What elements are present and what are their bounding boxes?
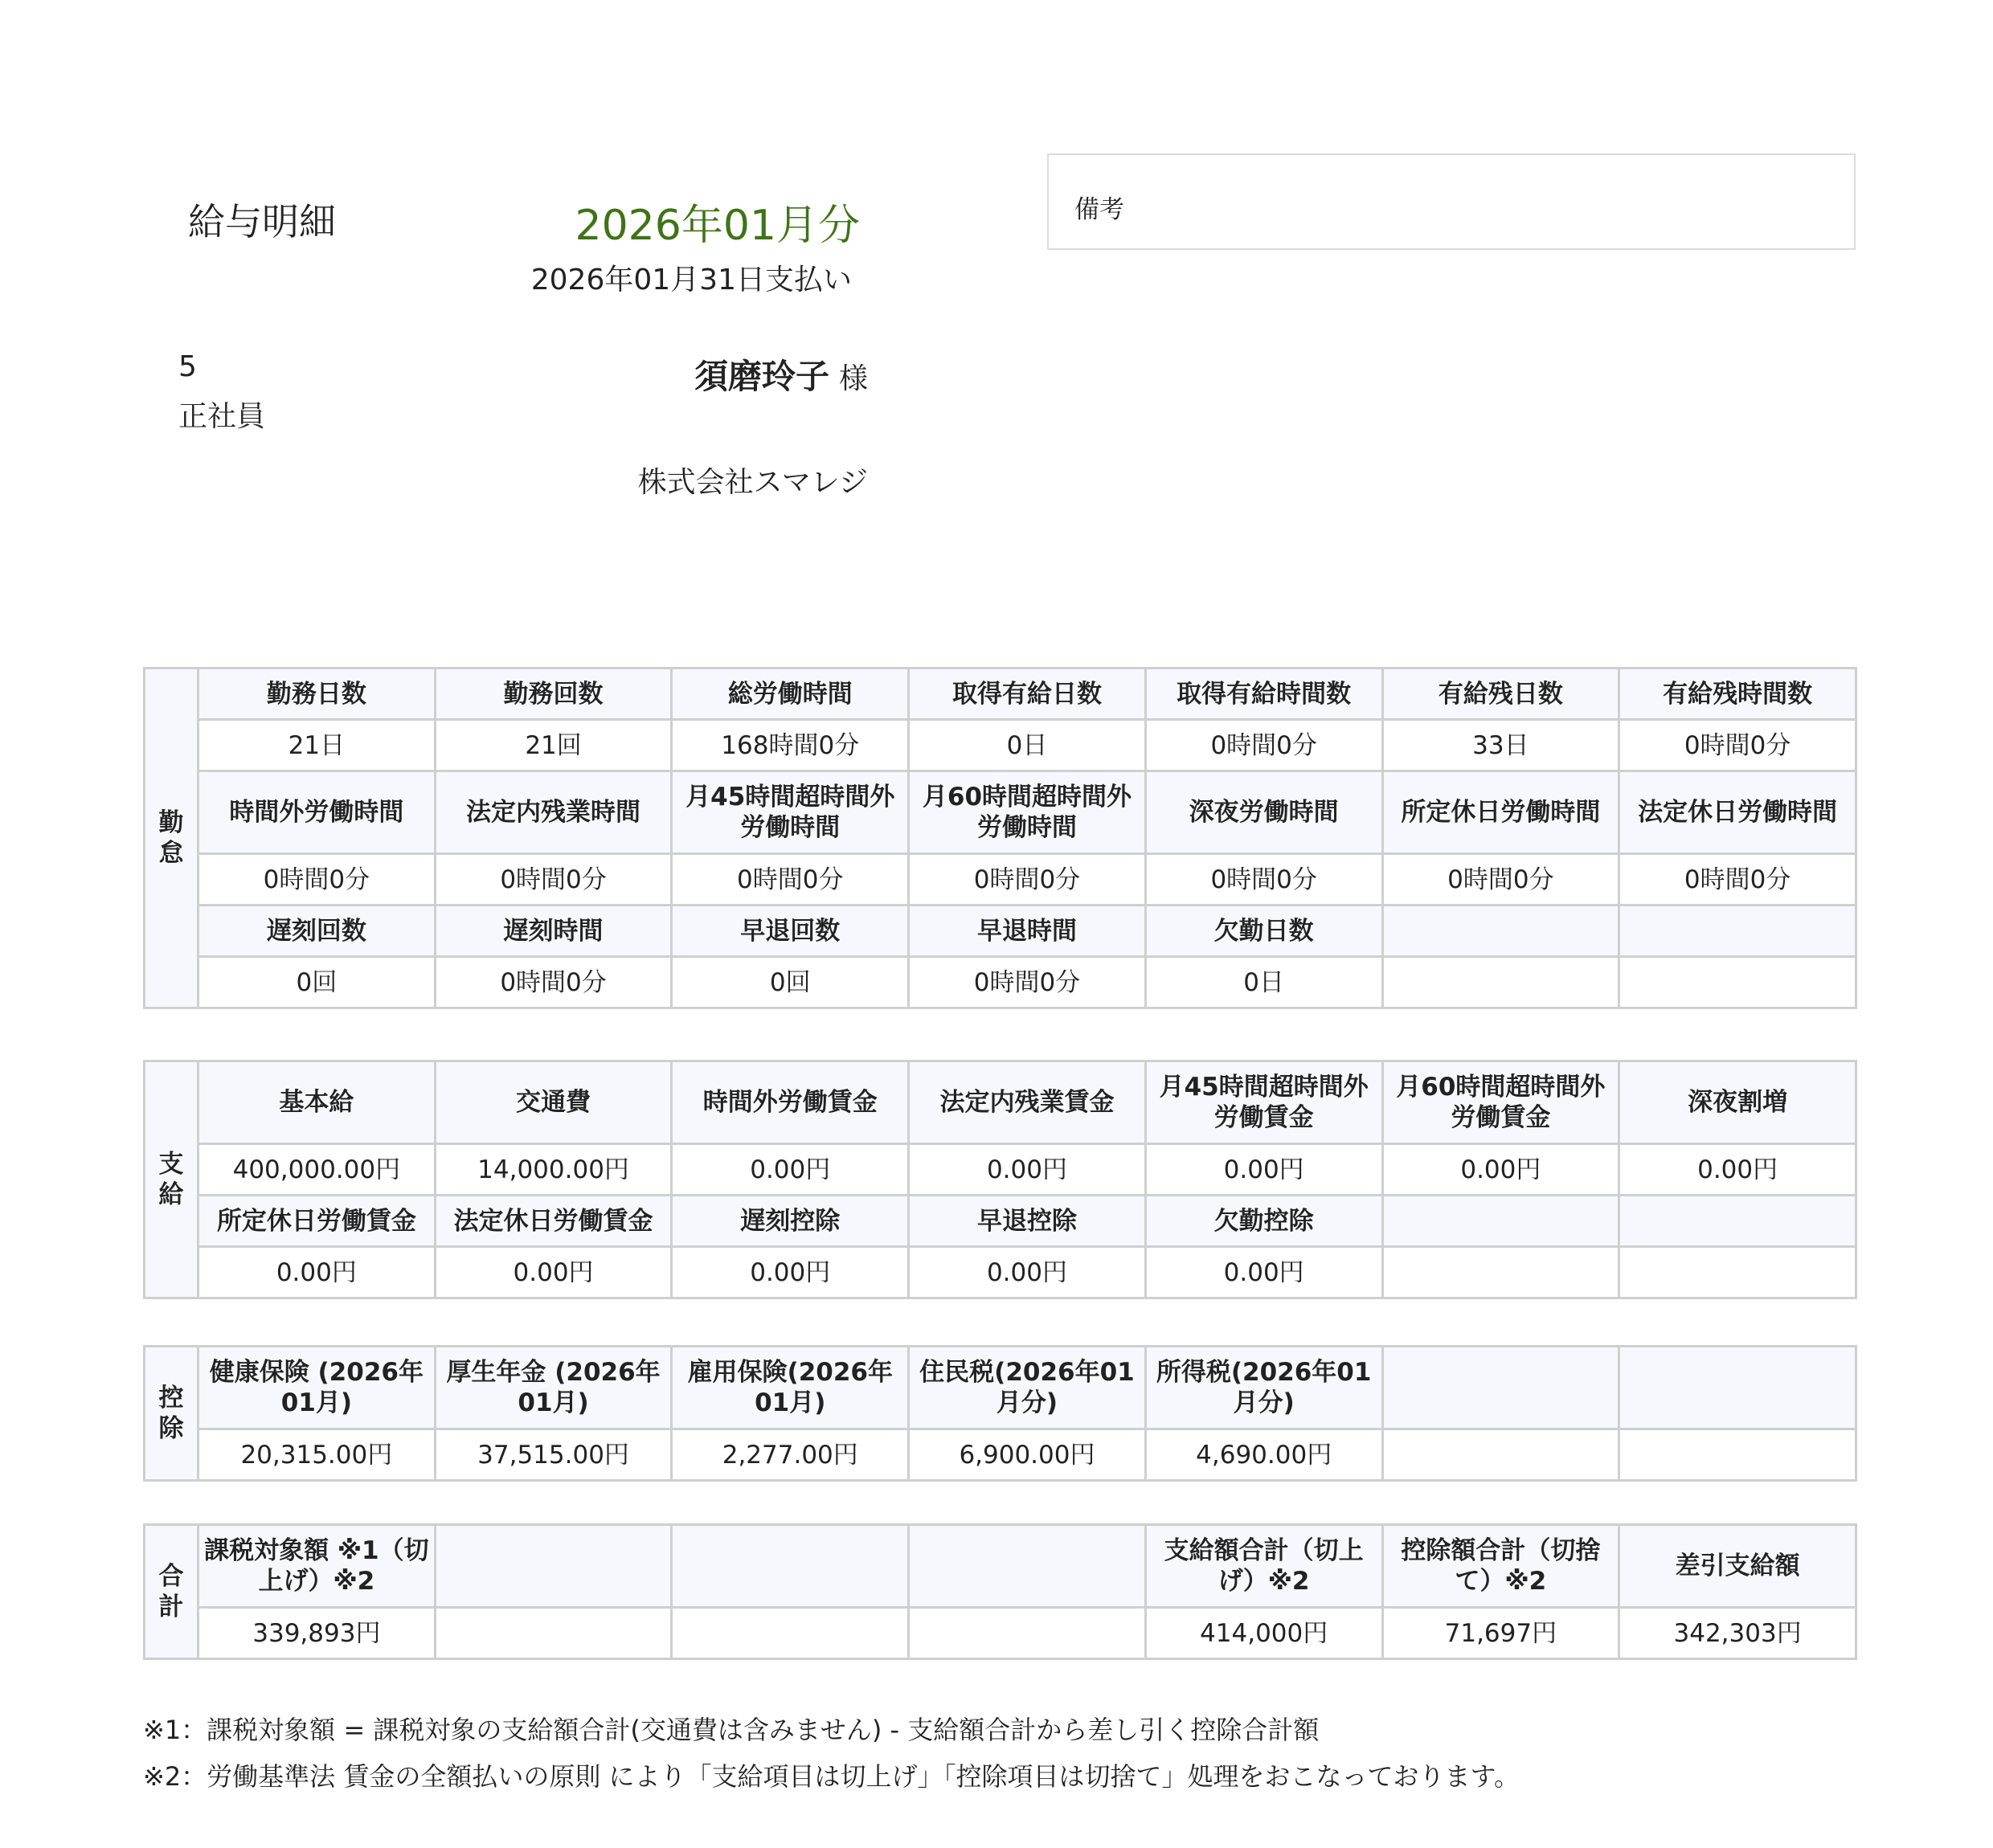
table-header-cell: 所定休日労働時間 — [1382, 771, 1619, 854]
table-header-cell: 控除額合計（切捨て）※2 — [1382, 1525, 1619, 1608]
table-cell: 0日 — [1145, 957, 1382, 1008]
table-header-cell: 遅刻控除 — [672, 1196, 909, 1247]
table-cell — [1619, 1247, 1856, 1298]
table-header-cell: 有給残日数 — [1382, 668, 1619, 720]
table-cell: 0回 — [672, 957, 909, 1008]
table-header-cell: 取得有給日数 — [909, 668, 1146, 720]
table-header-cell: 早退時間 — [909, 906, 1146, 957]
table-cell: 0時間0分 — [1145, 854, 1382, 906]
table-header-cell: 月45時間超時間外労働時間 — [672, 771, 909, 854]
table-header-cell: 支給額合計（切上げ）※2 — [1145, 1525, 1382, 1608]
table-cell: 0時間0分 — [672, 854, 909, 906]
table-header-cell: 欠勤日数 — [1145, 906, 1382, 957]
table-header-cell: 法定内残業時間 — [435, 771, 672, 854]
table-cell: 6,900.00円 — [909, 1429, 1146, 1481]
table-header-cell: 早退回数 — [672, 906, 909, 957]
employee-name: 須磨玲子 — [694, 357, 829, 396]
table-header-cell: 欠勤控除 — [1145, 1196, 1382, 1247]
table-cell: 0.00円 — [1619, 1144, 1856, 1196]
table-cell: 0.00円 — [198, 1247, 436, 1298]
table-cell — [1619, 957, 1856, 1008]
table-header-cell: 交通費 — [435, 1061, 672, 1144]
table-header-cell — [1382, 1196, 1619, 1247]
table-header-cell: 法定休日労働時間 — [1619, 771, 1856, 854]
table-header-cell — [1382, 906, 1619, 957]
table-cell: 0時間0分 — [1619, 854, 1856, 906]
totals-table — [143, 1523, 1857, 1660]
table-row — [145, 1525, 1856, 1608]
table-header-cell: 法定休日労働賃金 — [435, 1196, 672, 1247]
employment-type: 正社員 — [178, 400, 266, 433]
table-row — [145, 957, 1856, 1008]
table-cell: 14,000.00円 — [435, 1144, 672, 1196]
table-cell: 71,697円 — [1382, 1608, 1619, 1659]
table-header-cell: 月60時間超時間外労働時間 — [909, 771, 1146, 854]
table-header-cell: 取得有給時間数 — [1145, 668, 1382, 720]
table-cell: 400,000.00円 — [198, 1144, 436, 1196]
section-label-payments: 支 給 — [145, 1061, 198, 1298]
table-header-cell: 厚生年金 (2026年01月) — [435, 1347, 672, 1429]
table-row — [145, 1347, 1856, 1429]
honorific: 様 — [838, 362, 868, 395]
remarks-label: 備考 — [1074, 195, 1124, 224]
table-row — [145, 906, 1856, 957]
table-header-cell: 遅刻時間 — [435, 906, 672, 957]
table-cell: 339,893円 — [198, 1608, 436, 1659]
table-cell: 0.00円 — [1145, 1144, 1382, 1196]
table-cell: 0時間0分 — [198, 854, 436, 906]
table-header-cell — [909, 1525, 1146, 1608]
table-row — [145, 668, 1856, 720]
pay-period: 2026年01月分 — [575, 202, 860, 250]
table-row — [145, 1429, 1856, 1481]
table-cell: 2,277.00円 — [672, 1429, 909, 1481]
table-header-cell — [435, 1525, 672, 1608]
table-header-cell: 時間外労働時間 — [198, 771, 436, 854]
deductions-table — [143, 1345, 1857, 1482]
table-cell: 0時間0分 — [909, 854, 1146, 906]
table-row — [145, 1061, 1856, 1144]
footnote-1: ※1：課税対象額 = 課税対象の支給額合計(交通費は含みません) - 支給額合計から差し引く控除合計額 — [143, 1715, 1320, 1745]
table-header-cell: 雇用保険(2026年01月) — [672, 1347, 909, 1429]
table-cell: 342,303円 — [1619, 1608, 1856, 1659]
table-cell — [1382, 1247, 1619, 1298]
table-header-cell: 健康保険 (2026年01月) — [198, 1347, 436, 1429]
table-header-cell: 月60時間超時間外労働賃金 — [1382, 1061, 1619, 1144]
pay-date: 2026年01月31日支払い — [530, 264, 852, 296]
table-header-cell: 所定休日労働賃金 — [198, 1196, 436, 1247]
table-header-cell — [1619, 1347, 1856, 1429]
table-cell: 0.00円 — [1145, 1247, 1382, 1298]
table-cell — [435, 1608, 672, 1659]
table-header-cell: 差引支給額 — [1619, 1525, 1856, 1608]
table-header-cell: 総労働時間 — [672, 668, 909, 720]
table-cell: 21日 — [198, 720, 436, 771]
remarks-box — [1047, 153, 1856, 250]
table-cell: 0時間0分 — [1145, 720, 1382, 771]
table-cell: 20,315.00円 — [198, 1429, 436, 1481]
table-header-cell: 課税対象額 ※1（切上げ）※2 — [198, 1525, 436, 1608]
table-header-cell — [672, 1525, 909, 1608]
attendance-table — [143, 667, 1857, 1009]
table-cell: 0.00円 — [672, 1144, 909, 1196]
table-cell: 0.00円 — [1382, 1144, 1619, 1196]
page-title: 給与明細 — [188, 200, 336, 243]
table-cell: 0回 — [198, 957, 436, 1008]
table-header-cell: 深夜労働時間 — [1145, 771, 1382, 854]
table-header-cell: 法定内残業賃金 — [909, 1061, 1146, 1144]
table-header-cell: 勤務日数 — [198, 668, 436, 720]
table-cell: 0時間0分 — [1382, 854, 1619, 906]
table-cell: 414,000円 — [1145, 1608, 1382, 1659]
company-name: 株式会社スマレジ — [637, 466, 868, 499]
table-header-cell — [1382, 1347, 1619, 1429]
table-header-cell: 住民税(2026年01月分) — [909, 1347, 1146, 1429]
table-cell: 0.00円 — [909, 1247, 1146, 1298]
section-label-totals: 合 計 — [145, 1525, 198, 1659]
table-cell — [909, 1608, 1146, 1659]
table-cell: 4,690.00円 — [1145, 1429, 1382, 1481]
table-row — [145, 1196, 1856, 1247]
table-header-cell: 所得税(2026年01月分) — [1145, 1347, 1382, 1429]
table-cell: 21回 — [435, 720, 672, 771]
payments-table — [143, 1060, 1857, 1299]
table-header-cell: 月45時間超時間外労働賃金 — [1145, 1061, 1382, 1144]
table-cell: 0日 — [909, 720, 1146, 771]
table-row — [145, 1608, 1856, 1659]
table-row — [145, 1247, 1856, 1298]
section-label-deductions: 控 除 — [145, 1347, 198, 1481]
table-row — [145, 1144, 1856, 1196]
table-cell — [1619, 1429, 1856, 1481]
table-cell — [672, 1608, 909, 1659]
table-cell: 0.00円 — [672, 1247, 909, 1298]
table-header-cell: 遅刻回数 — [198, 906, 436, 957]
section-label-attendance: 勤 怠 — [145, 668, 198, 1008]
table-cell: 0時間0分 — [435, 957, 672, 1008]
table-cell: 0時間0分 — [1619, 720, 1856, 771]
table-cell: 168時間0分 — [672, 720, 909, 771]
footnote-2: ※2：労働基準法 賃金の全額払いの原則 により「支給項目は切上げ」「控除項目は切捨て」処理をおこなっております。 — [143, 1761, 1520, 1792]
table-header-cell: 勤務回数 — [435, 668, 672, 720]
table-row — [145, 771, 1856, 854]
employee-number: 5 — [178, 350, 197, 383]
table-row — [145, 720, 1856, 771]
table-cell: 33日 — [1382, 720, 1619, 771]
table-header-cell: 早退控除 — [909, 1196, 1146, 1247]
table-row — [145, 854, 1856, 906]
table-cell: 0時間0分 — [909, 957, 1146, 1008]
table-cell: 0.00円 — [435, 1247, 672, 1298]
table-cell — [1382, 1429, 1619, 1481]
table-header-cell — [1619, 906, 1856, 957]
table-header-cell: 時間外労働賃金 — [672, 1061, 909, 1144]
table-header-cell — [1619, 1196, 1856, 1247]
employee-name-block — [563, 350, 868, 399]
table-cell — [1382, 957, 1619, 1008]
table-header-cell: 深夜割増 — [1619, 1061, 1856, 1144]
table-cell: 0時間0分 — [435, 854, 672, 906]
table-cell: 0.00円 — [909, 1144, 1146, 1196]
table-cell: 37,515.00円 — [435, 1429, 672, 1481]
table-header-cell: 基本給 — [198, 1061, 436, 1144]
table-header-cell: 有給残時間数 — [1619, 668, 1856, 720]
